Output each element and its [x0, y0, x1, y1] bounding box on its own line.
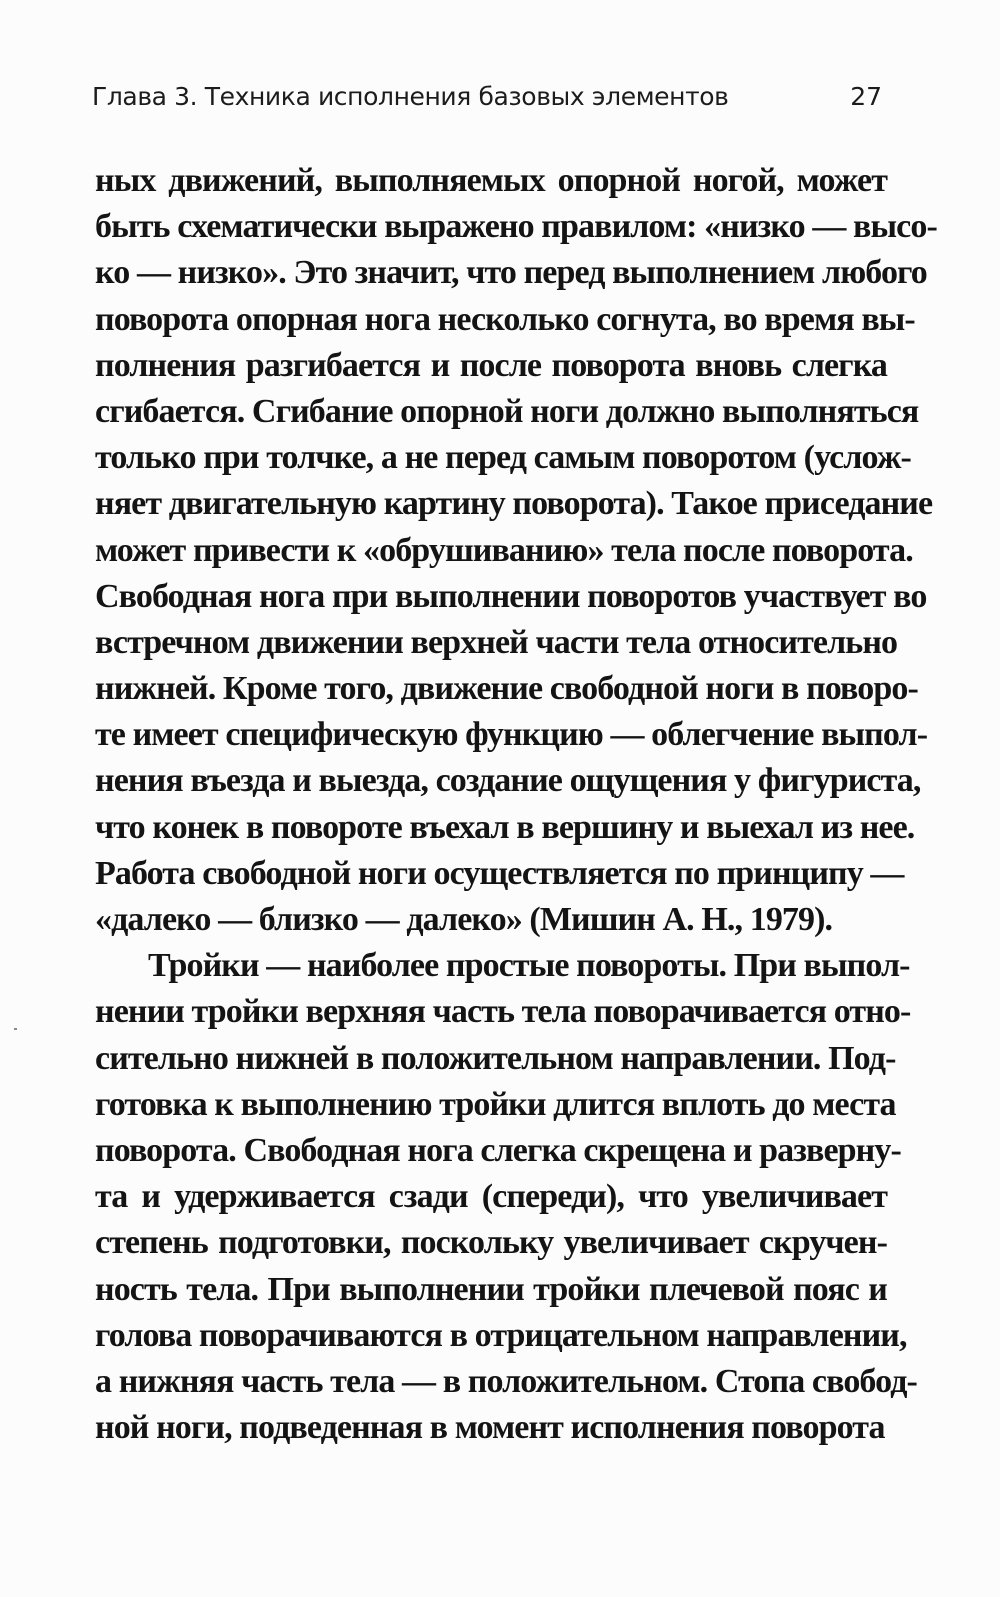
- text-line: поворота. Свободная нога слегка скрещена и разверну-: [95, 1131, 901, 1169]
- text-line: Работа свободной ноги осуществляется по принципу —: [95, 854, 904, 892]
- text-line: а нижняя часть тела — в положительном. Стопа свобод-: [95, 1362, 917, 1400]
- text-line: готовка к выполнению тройки длится вплоть до места: [95, 1085, 896, 1123]
- text-line: ность тела. При выполнении тройки плечевой пояс и: [95, 1270, 887, 1308]
- text-line: ной ноги, подведенная в момент исполнения поворота: [95, 1409, 885, 1447]
- text-line: что конек в повороте въехал в вершину и выехал из нее.: [95, 808, 915, 846]
- text-line: ных движений, выполняемых опорной ногой, может: [95, 162, 887, 199]
- text-line: та и удерживается сзади (спереди), что увеличивает: [95, 1178, 887, 1216]
- paragraph: [95, 943, 917, 1451]
- text-line: может привести к «обрушиванию» тела после поворота.: [95, 531, 913, 569]
- text-line: няет двигательную картину поворота). Такое приседание: [95, 485, 933, 523]
- text-line: те имеет специфическую функцию — облегчение выпол-: [95, 716, 928, 754]
- scan-speck: [14, 1028, 17, 1030]
- text-line: встречном движении верхней части тела относительно: [95, 623, 898, 661]
- text-line: нении тройки верхняя часть тела поворачивается отно-: [95, 993, 911, 1031]
- page-number: 27: [850, 82, 882, 111]
- running-header: [92, 82, 882, 122]
- text-line: голова поворачиваются в отрицательном направлении,: [95, 1316, 907, 1354]
- body-text: [95, 158, 937, 1451]
- text-line: «далеко — близко — далеко» (Мишин А. Н., 1979).: [95, 901, 833, 938]
- chapter-title: Глава 3. Техника исполнения базовых элементов: [92, 82, 729, 111]
- text-line: сительно нижней в положительном направлении. Под-: [95, 1039, 896, 1077]
- text-line: поворота опорная нога несколько согнута, во время вы-: [95, 300, 915, 338]
- text-line: ко — низко». Это значит, что перед выполнением любого: [95, 254, 927, 292]
- paragraph: [95, 158, 937, 943]
- text-line: Свободная нога при выполнении поворотов участвует во: [95, 577, 927, 615]
- text-line: быть схематически выражено правилом: «низко — высо-: [95, 208, 937, 246]
- text-line: нения въезда и выезда, создание ощущения у фигуриста,: [95, 762, 921, 800]
- text-line: степень подготовки, поскольку увеличивает скручен-: [95, 1224, 887, 1262]
- text-line: нижней. Кроме того, движение свободной ноги в поворо-: [95, 670, 918, 708]
- text-line: полнения разгибается и после поворота вновь слегка: [95, 346, 887, 384]
- text-line: Тройки — наиболее простые повороты. При выпол-: [148, 947, 910, 985]
- text-line: только при толчке, а не перед самым поворотом (услож-: [95, 439, 911, 477]
- text-line: сгибается. Сгибание опорной ноги должно выполняться: [95, 392, 919, 430]
